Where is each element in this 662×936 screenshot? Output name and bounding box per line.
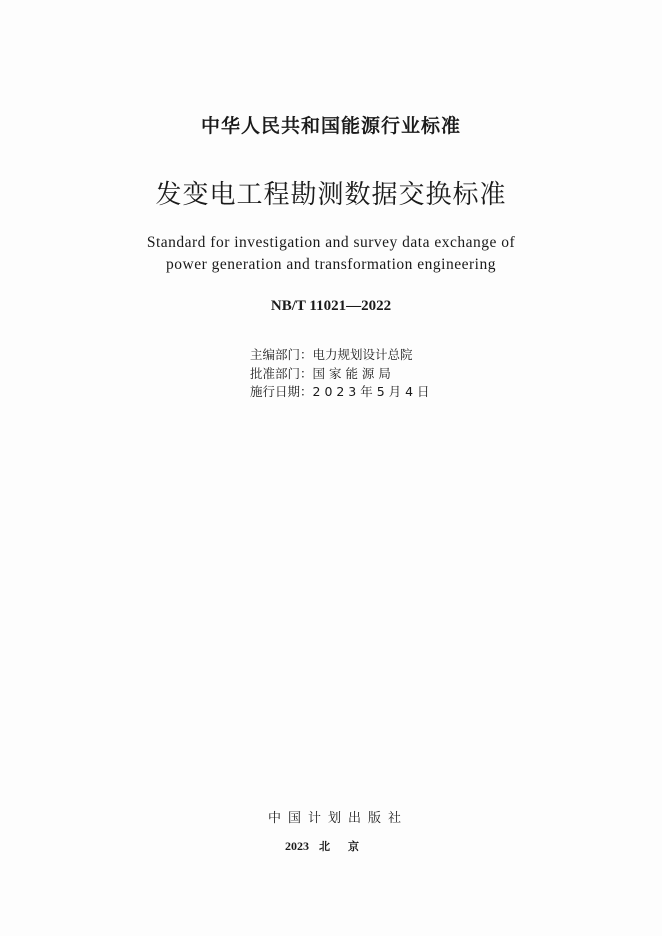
editor-value: 电力规划设计总院 <box>312 347 413 362</box>
standard-code: NB/T 11021—2022 <box>270 298 392 314</box>
approver-label: 批准部门： <box>250 365 313 381</box>
publication-metadata <box>250 346 430 402</box>
editor-label: 主编部门： <box>250 347 313 362</box>
document-title-english <box>0 232 662 276</box>
approver-value: 国 家 能 源 局 <box>312 365 391 381</box>
publication-year: 2023 <box>285 839 309 853</box>
industry-standard-heading: 中华人民共和国能源行业标准 <box>200 115 461 137</box>
effective-date-label: 施行日期： <box>250 384 313 399</box>
english-title-line-1: Standard for investigation and survey data exchange of <box>146 234 516 251</box>
publication-city: 北京 <box>319 840 377 853</box>
editor-row <box>250 346 430 365</box>
publisher-name: 中国计划出版社 <box>267 811 408 826</box>
english-title-line-2: power generation and transformation engineering <box>166 256 496 273</box>
publication-place <box>0 838 662 854</box>
approver-row <box>250 365 430 384</box>
effective-date-row <box>250 383 430 402</box>
document-title-chinese: 发变电工程勘测数据交换标准 <box>155 180 507 210</box>
effective-date-value: 2 0 2 3 年 5 月 4 日 <box>312 384 430 399</box>
